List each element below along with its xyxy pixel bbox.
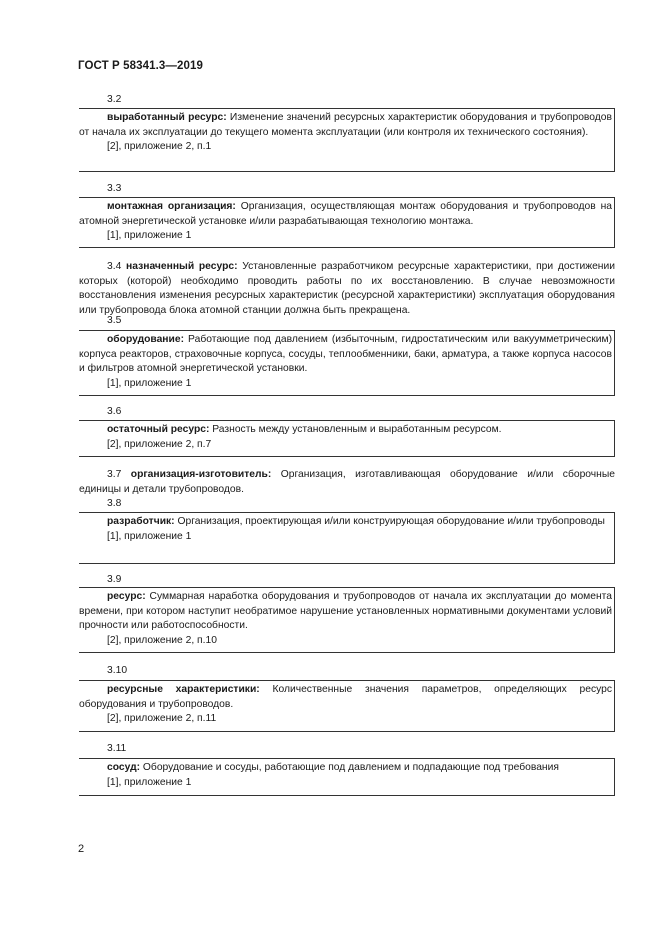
term-source: [2], приложение 2, п.10: [107, 634, 217, 646]
term-text: Количественные значения параметров, определяющих ресурс оборудования и трубопроводов.: [79, 684, 612, 710]
term-paragraph: [79, 468, 615, 497]
term-number: 3.2: [107, 94, 122, 105]
term-definition: [79, 200, 614, 229]
term-name: разработчик:: [107, 516, 175, 527]
term-text: Организация, осуществляющая монтаж оборудования и трубопроводов на атомной энергетической установке и/или разрабатывающая технологию монтажа.: [79, 201, 612, 227]
term-text: Организация, проектирующая и/или конструирующая оборудование и/или трубопроводы: [174, 516, 605, 527]
term-text: Оборудование и сосуды, работающие под давлением и подпадающие под требования: [140, 762, 559, 773]
document-header: ГОСТ Р 58341.3—2019: [78, 60, 203, 72]
term-number: 3.6: [107, 406, 122, 417]
term-name: выработанный ресурс:: [107, 112, 227, 123]
term-source: [2], приложение 2, п.11: [107, 713, 217, 725]
term-source: [1], приложение 1: [107, 776, 192, 788]
term-definition: [79, 333, 614, 377]
term-text: Установленные разработчиком ресурсные характеристики, при достижении которых (которой) необходимо проводить работы по их восстановлению. В случае невозможности восстановления изменения ресурсных характеристик (ресурсной характеристики) эксплуатация оборудования или трубопровода блока атомной станции должна быть прекращена.: [79, 261, 615, 316]
term-box: [79, 512, 615, 564]
term-number: 3.8: [107, 498, 122, 509]
term-number: 3.11: [107, 743, 127, 754]
term-definition: [79, 590, 614, 634]
term-box: [79, 330, 615, 396]
term-definition: [79, 683, 614, 712]
term-name: оборудование:: [107, 334, 185, 345]
term-number: 3.5: [107, 315, 122, 326]
term-number: 3.9: [107, 574, 122, 585]
page-number: 2: [78, 843, 85, 855]
term-source: [1], приложение 1: [107, 377, 192, 389]
term-number: 3.4: [107, 261, 122, 272]
term-box: [79, 197, 615, 248]
term-box: [79, 680, 615, 732]
term-paragraph: [79, 260, 615, 318]
term-box: [79, 587, 615, 653]
term-text: Изменение значений ресурсных характеристик оборудования и трубопроводов от начала их эксплуатации до текущего момента эксплуатации (или контроля их технического состояния).: [79, 112, 612, 138]
term-name: монтажная организация:: [107, 201, 236, 212]
term-number: 3.10: [107, 665, 128, 676]
term-definition: [79, 761, 614, 776]
term-box: [79, 108, 615, 172]
term-definition: [79, 423, 614, 438]
term-name: ресурс:: [107, 591, 146, 602]
term-source: [2], приложение 2, п.1: [107, 141, 212, 153]
term-text: Организация, изготавливающая оборудование и/или сборочные единицы и детали трубопроводов.: [79, 469, 615, 495]
term-name: ресурсные характеристики:: [107, 684, 260, 695]
term-number: 3.7: [107, 469, 122, 480]
term-number: 3.3: [107, 183, 122, 194]
term-text: Разность между установленным и выработанным ресурсом.: [209, 424, 502, 435]
term-name: организация-изготовитель:: [130, 469, 272, 480]
term-name: сосуд:: [107, 762, 141, 773]
term-definition: [79, 515, 614, 530]
term-name: остаточный ресурс:: [107, 424, 210, 435]
term-text: Работающие под давлением (избыточным, гидростатическим или вакуумметрическим) корпуса реакторов, страховочные корпуса, сосуды, теплообменники, баки, арматура, а также корпуса насосов и фильтров атомной энергетической установки.: [79, 334, 612, 375]
term-source: [1], приложение 1: [107, 530, 192, 542]
term-text: Суммарная наработка оборудования и трубопроводов от начала их эксплуатации до момента времени, при котором наступит необратимое нарушение установленных нормативными документами условий прочности или работоспособности.: [79, 591, 612, 632]
term-box: [79, 420, 615, 457]
term-source: [1], приложение 1: [107, 230, 192, 242]
term-box: [79, 758, 615, 796]
term-name: назначенный ресурс:: [126, 261, 238, 272]
term-definition: [79, 111, 614, 140]
term-source: [2], приложение 2, п.7: [107, 438, 212, 450]
